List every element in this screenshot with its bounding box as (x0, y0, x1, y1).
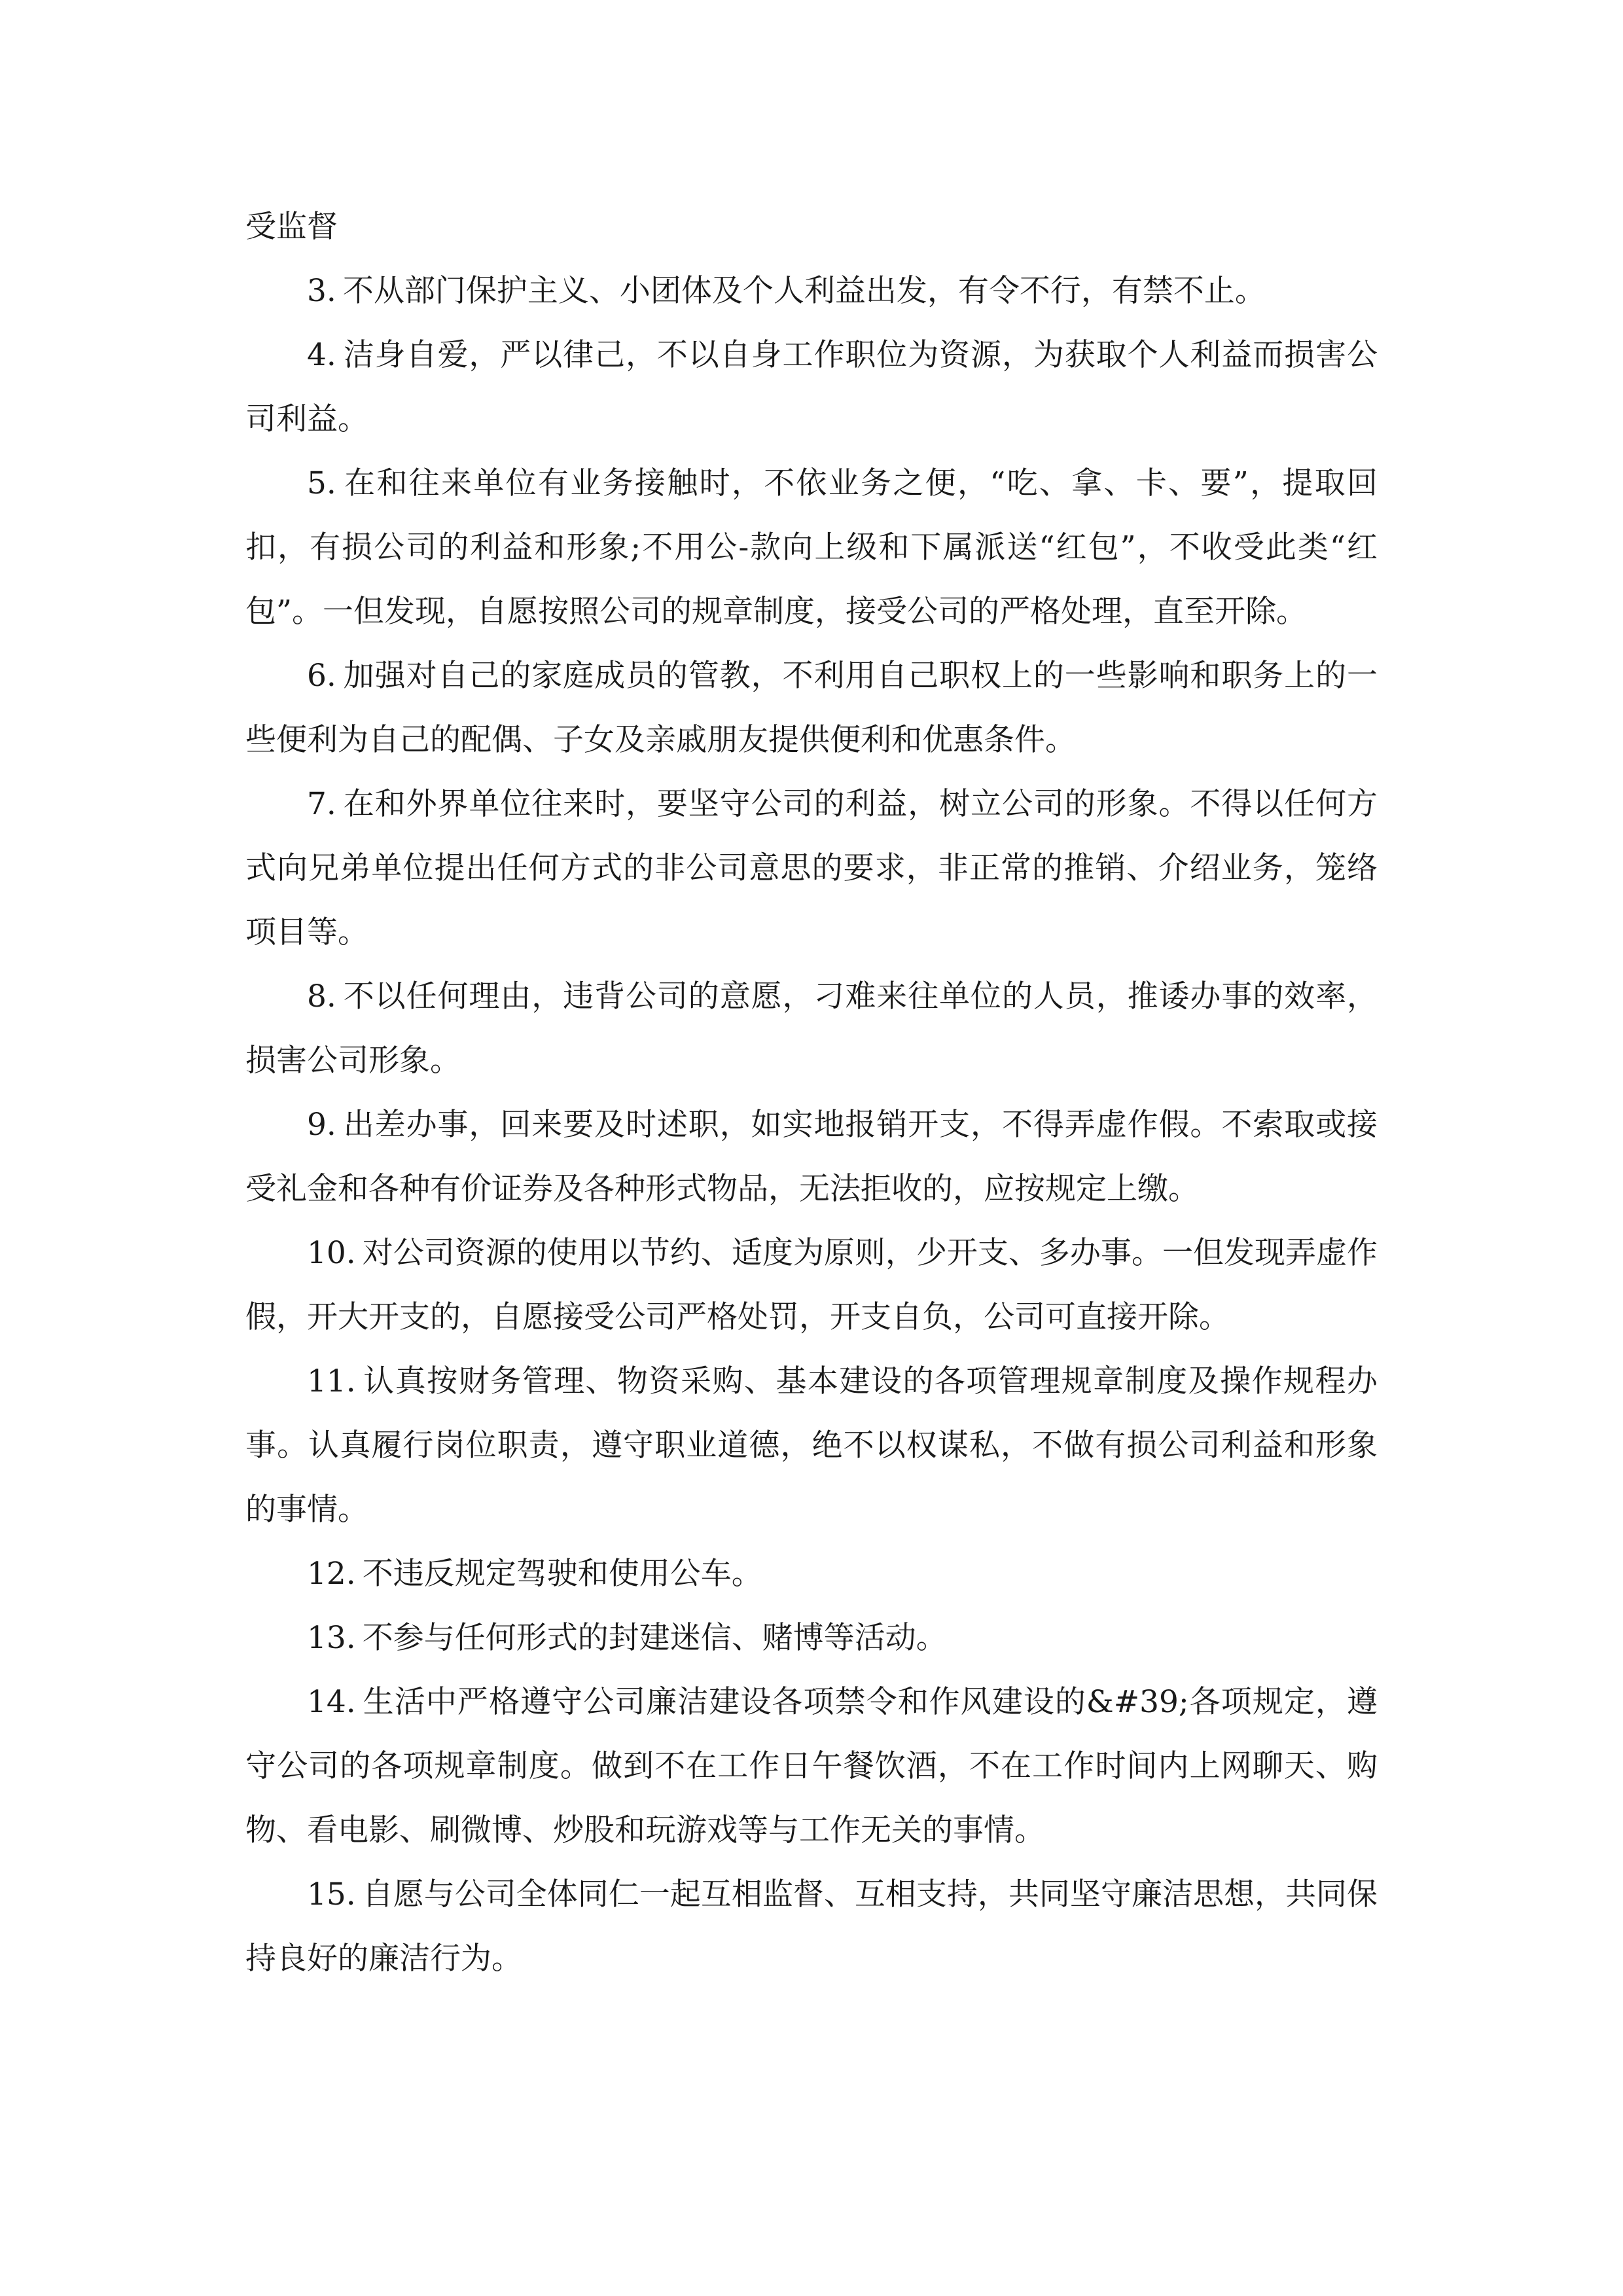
item-number: 11. (307, 1363, 356, 1399)
item-number: 6. (307, 658, 336, 694)
item-number: 8. (307, 978, 336, 1014)
paragraph-item-3 (245, 259, 1378, 323)
paragraph-text: 生活中严格遵守公司廉洁建设各项禁令和作风建设的&#39;各项规定，遵守公司的各项规章制度。做到不在工作日午餐饮酒，不在工作时间内上网聊天、购物、看电影、刷微博、炒股和玩游戏等与工作无关的事情。 (245, 1684, 1378, 1848)
paragraph-item-6 (245, 644, 1378, 772)
item-number: 13. (307, 1620, 356, 1656)
paragraph-text: 受监督 (245, 209, 338, 245)
item-number: 4. (307, 337, 336, 373)
paragraph-continuation (245, 195, 1378, 259)
item-number: 10. (307, 1235, 356, 1271)
item-number: 9. (307, 1107, 336, 1143)
item-number: 12. (307, 1556, 356, 1592)
paragraph-item-5 (245, 452, 1378, 644)
paragraph-text: 在和往来单位有业务接触时，不依业务之便，“吃、拿、卡、要”，提取回扣，有损公司的利益和形象;不用公-款向上级和下属派送“红包”，不收受此类“红包”。一但发现，自愿按照公司的规章制度，接受公司的严格处理，直至开除。 (245, 465, 1378, 630)
item-number: 5. (307, 465, 336, 501)
paragraph-text: 自愿与公司全体同仁一起互相监督、互相支持，共同坚守廉洁思想，共同保持良好的廉洁行为。 (245, 1876, 1378, 1977)
item-number: 3. (307, 273, 336, 309)
document-body (245, 195, 1378, 1991)
paragraph-item-15 (245, 1863, 1378, 1991)
item-number: 15. (307, 1876, 356, 1912)
paragraph-text: 不以任何理由，违背公司的意愿，刁难来往单位的人员，推诿办事的效率，损害公司形象。 (245, 978, 1378, 1079)
paragraph-item-7 (245, 772, 1378, 965)
paragraph-item-4 (245, 323, 1378, 452)
item-number: 14. (307, 1684, 356, 1720)
paragraph-text: 加强对自己的家庭成员的管教，不利用自己职权上的一些影响和职务上的一些便利为自己的配偶、子女及亲戚朋友提供便利和优惠条件。 (245, 658, 1378, 758)
paragraph-text: 不参与任何形式的封建迷信、赌博等活动。 (362, 1620, 947, 1656)
paragraph-item-13 (245, 1606, 1378, 1670)
paragraph-item-9 (245, 1093, 1378, 1221)
paragraph-text: 不从部门保护主义、小团体及个人利益出发，有令不行，有禁不止。 (342, 273, 1266, 309)
item-number: 7. (307, 786, 336, 822)
paragraph-text: 认真按财务管理、物资采购、基本建设的各项管理规章制度及操作规程办事。认真履行岗位职责，遵守职业道德，绝不以权谋私，不做有损公司利益和形象的事情。 (245, 1363, 1378, 1528)
paragraph-item-14 (245, 1670, 1378, 1863)
paragraph-item-8 (245, 965, 1378, 1093)
paragraph-item-10 (245, 1221, 1378, 1350)
paragraph-text: 不违反规定驾驶和使用公车。 (362, 1556, 762, 1592)
paragraph-text: 洁身自爱，严以律己，不以自身工作职位为资源，为获取个人利益而损害公司利益。 (245, 337, 1378, 437)
paragraph-item-11 (245, 1350, 1378, 1542)
paragraph-text: 对公司资源的使用以节约、适度为原则，少开支、多办事。一但发现弄虚作假，开大开支的，自愿接受公司严格处罚，开支自负，公司可直接开除。 (245, 1235, 1378, 1335)
paragraph-text: 出差办事，回来要及时述职，如实地报销开支，不得弄虚作假。不索取或接受礼金和各种有价证券及各种形式物品，无法拒收的，应按规定上缴。 (245, 1107, 1378, 1207)
paragraph-text: 在和外界单位往来时，要坚守公司的利益，树立公司的形象。不得以任何方式向兄弟单位提出任何方式的非公司意思的要求，非正常的推销、介绍业务，笼络项目等。 (245, 786, 1378, 950)
paragraph-item-12 (245, 1542, 1378, 1606)
